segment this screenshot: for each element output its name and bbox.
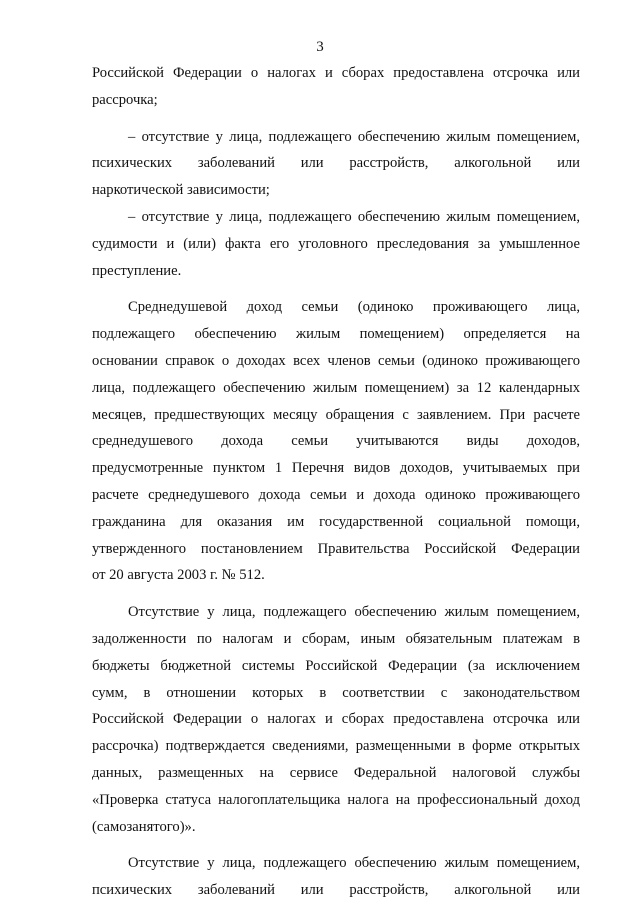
text-line: рассрочка; [92,91,158,108]
text-line: лица, подлежащего обеспечению жилым помещением) за 12 календарных [92,379,580,396]
text-line: основании справок о доходах всех членов семьи (одиноко проживающего [92,352,580,369]
text-line: психических заболеваний или расстройств, алкогольной или [92,155,580,172]
text-line: задолженности по налогам и сборам, иным обязательным платежам в [92,630,580,647]
text-line: расчете среднедушевого дохода семьи и дохода одиноко проживающего [92,486,580,503]
text-line: от 20 августа 2003 г. № 512. [92,567,265,584]
text-line: психических заболеваний или расстройств, алкогольной или [92,882,580,899]
text-line: сумм, в отношении которых в соответствии с законодательством [92,684,580,701]
text-line: Российской Федерации о налогах и сборах предоставлена отсрочка или [92,711,580,728]
text-line: (самозанятого)». [92,818,196,835]
text-line: Среднедушевой доход семьи (одиноко проживающего лица, [128,299,580,316]
text-line: утвержденного постановлением Правительства Российской Федерации [92,540,580,557]
text-line: предусмотренные пунктом 1 Перечня видов доходов, учитываемых при [92,460,580,477]
document-body [92,60,580,904]
text-line: рассрочка) подтверждается сведениями, размещенными в форме открытых [92,738,580,755]
page-number: 3 [316,39,324,55]
text-line: наркотической зависимости; [92,182,270,199]
text-line: «Проверка статуса налогоплательщика налога на профессиональный доход [92,791,580,808]
text-line: Отсутствие у лица, подлежащего обеспечению жилым помещением, [128,604,580,621]
text-line: данных, размещенных на сервисе Федеральной налоговой службы [92,764,580,781]
text-line: преступление. [92,262,182,279]
text-line: подлежащего обеспечению жилым помещением) определяется на [92,326,580,343]
text-line: судимости и (или) факта его уголовного преследования за умышленное [92,235,580,252]
text-line: гражданина для оказания им государственной социальной помощи, [92,513,580,530]
text-line: Отсутствие у лица, подлежащего обеспечению жилым помещением, [128,855,580,872]
text-line: – отсутствие у лица, подлежащего обеспечению жилым помещением, [128,128,580,145]
text-line: бюджеты бюджетной системы Российской Федерации (за исключением [92,657,580,674]
text-line: – отсутствие у лица, подлежащего обеспечению жилым помещением, [128,208,580,225]
text-line: месяцев, предшествующих месяцу обращения с заявлением. При расчете [92,406,580,423]
text-line: Российской Федерации о налогах и сборах предоставлена отсрочка или [92,65,580,81]
text-line: среднедушевого дохода семьи учитываются виды доходов, [92,433,580,450]
